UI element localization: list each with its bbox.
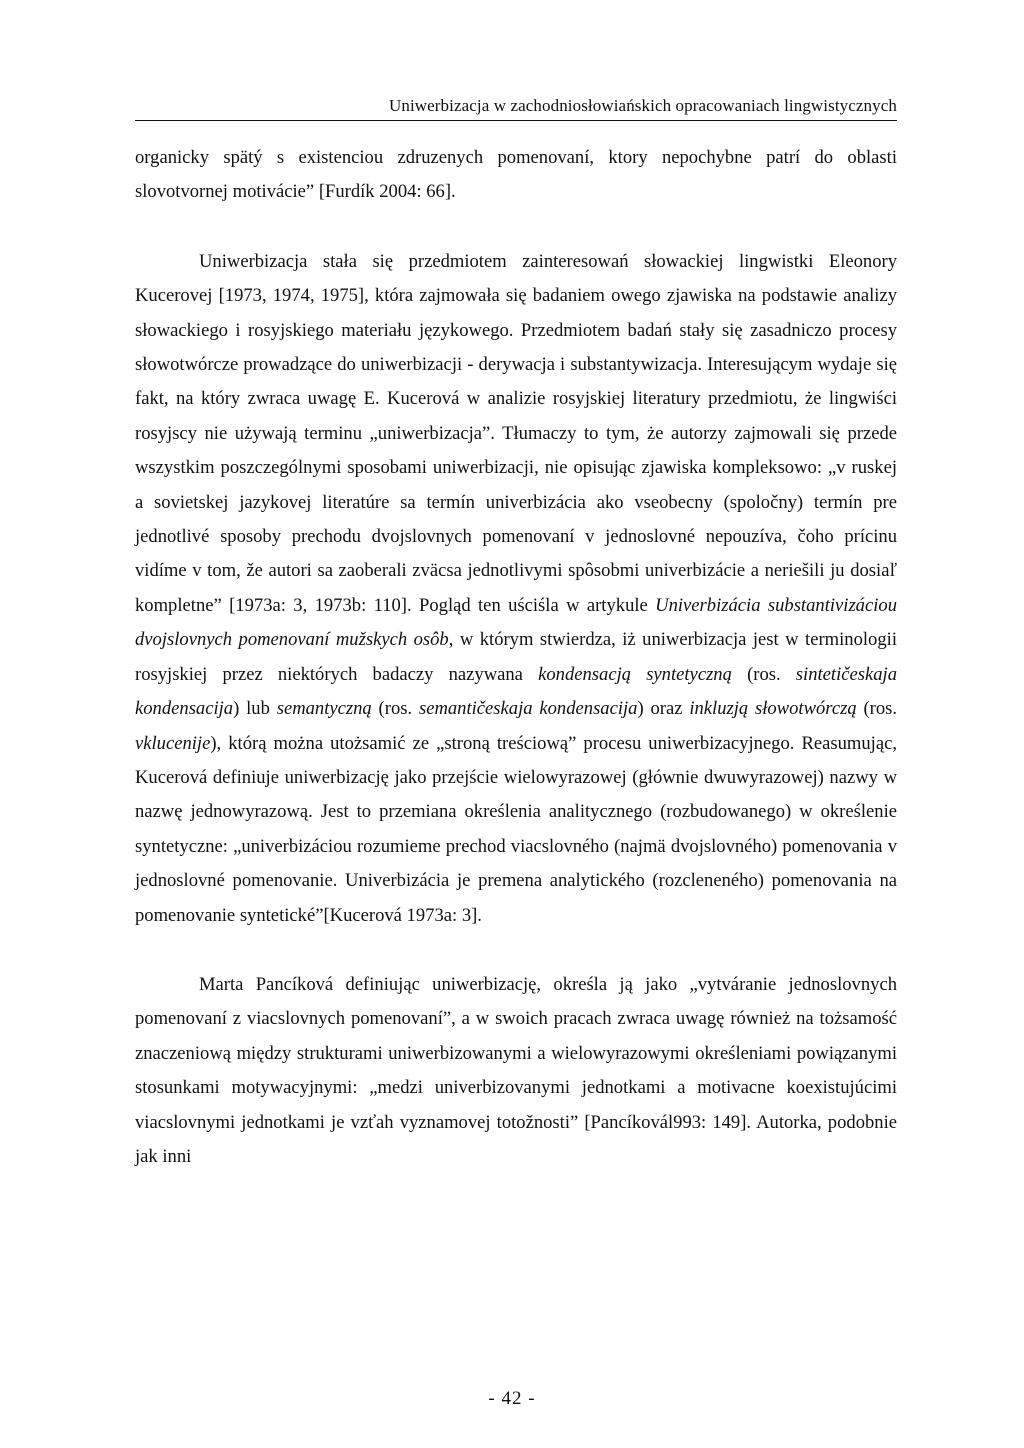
term-italic: sintetičeskaja kondensacija xyxy=(135,663,898,720)
paragraph-kucerova xyxy=(135,245,897,933)
paragraph-text-segment: ) lub xyxy=(233,698,277,720)
page-number: - 42 - xyxy=(488,1388,536,1409)
paragraph-text-segment: ), którą można utożsamić ze „stroną treściową” procesu uniwerbizacyjnego. Reasumując, Kucerová definiuje uniwerbizację jako przejście wielowyrazowej (głównie dwuwyrazowej) nazwy w nazwę jednowyrazową. Jest to przemiana określenia analitycznego (rozbudowanego) w określenie syntetyczne: „univerbizáciou rozumieme prechod viacslovného (najmä dvojslovného) pomenovania v jednoslovné pomenovanie. Univerbizácia je premena analytického (rozcleneného) pomenovania na pomenovanie syntetické”[Kucerová 1973a: 3]. xyxy=(135,732,897,926)
article-title: Univerbizácia substantivizáciou dvojslovnych pomenovaní mužskych osôb xyxy=(135,594,897,651)
term-italic: vklucenije xyxy=(135,732,211,754)
paragraph-text-segment: (ros. xyxy=(371,698,419,720)
paragraph-text-segment: (ros. xyxy=(856,698,898,720)
paragraph-text-segment: , w którym stwierdza, iż uniwerbizacja jest w terminologii rosyjskiej przez niektórych badaczy nazywana xyxy=(135,629,897,685)
paragraph-pancikova: Marta Pancíková definiując uniwerbizację, określa ją jako „vytváranie jednoslovnych pomenovaní z viacslovnych pomenovaní”, a w swoich pracach zwraca uwagę również na tożsamość znaczeniową między strukturami uniwerbizowanymi a wielowyrazowymi określeniami powiązanymi stosunkami motywacyjnymi: „medzi univerbizovanymi jednotkami a motivacne koexistujúcimi viacslovnymi jednotkami je vzťah vyznamovej totožnosti” [Pancíkovál993: 149]. Autorka, podobnie jak inni xyxy=(135,973,897,1167)
term-italic: kondensacją syntetyczną xyxy=(538,663,732,685)
paragraph-text-segment: ) oraz xyxy=(637,698,690,720)
term-italic: semantičeskaja kondensacija xyxy=(418,698,638,720)
term-italic: semantyczną xyxy=(276,698,372,720)
paragraph-text-segment: Uniwerbizacja stała się przedmiotem zainteresowań słowackiej lingwistki Eleonory Kucerovej [1973, 1974, 1975], która zajmowała się badaniem owego zjawiska na podstawie analizy słowackiego i rosyjskiego materiału językowego. Przedmiotem badań stały się zasadniczo procesy słowotwórcze prowadzące do uniwerbizacji - derywacja i substantywizacja. Interesującym wydaje się fakt, na który zwraca uwagę E. Kucerová w analizie rosyjskiej literatury przedmiotu, że lingwiści rosyjscy nie używają terminu „uniwerbizacja”. Tłumaczy to tym, że autorzy zajmowali się przede wszystkim poszczególnymi sposobami uniwerbizacji, nie opisując zjawiska kompleksowo: „v ruskej a sovietskej jazykovej literatúre sa termín univerbizácia ako vseobecny (spoločny) termín pre jednotlivé sposoby prechodu dvojslovnych pomenovaní v jednoslovné nepouzíva, čoho prícinu vidíme v tom, že autori sa zaoberali zväcsa jednotlivymi spôsobmi univerbizácie a neriešili ju dosiaľ kompletne” [1973a: 3, 1973b: 110]. Pogląd ten uściśla w artykule xyxy=(135,250,897,616)
paragraph-text-segment: (ros. xyxy=(731,663,796,685)
term-italic: inkluzją słowotwórczą xyxy=(689,698,857,720)
running-header: Uniwerbizacja w zachodniosłowiańskich opracowaniach lingwistycznych xyxy=(135,96,897,121)
page-body xyxy=(135,141,897,1174)
paragraph-continuation: organicky spätý s existenciou zdruzenych pomenovaní, ktory nepochybne patrí do oblasti slovotvornej motivácie” [Furdík 2004: 66]. xyxy=(135,147,897,203)
